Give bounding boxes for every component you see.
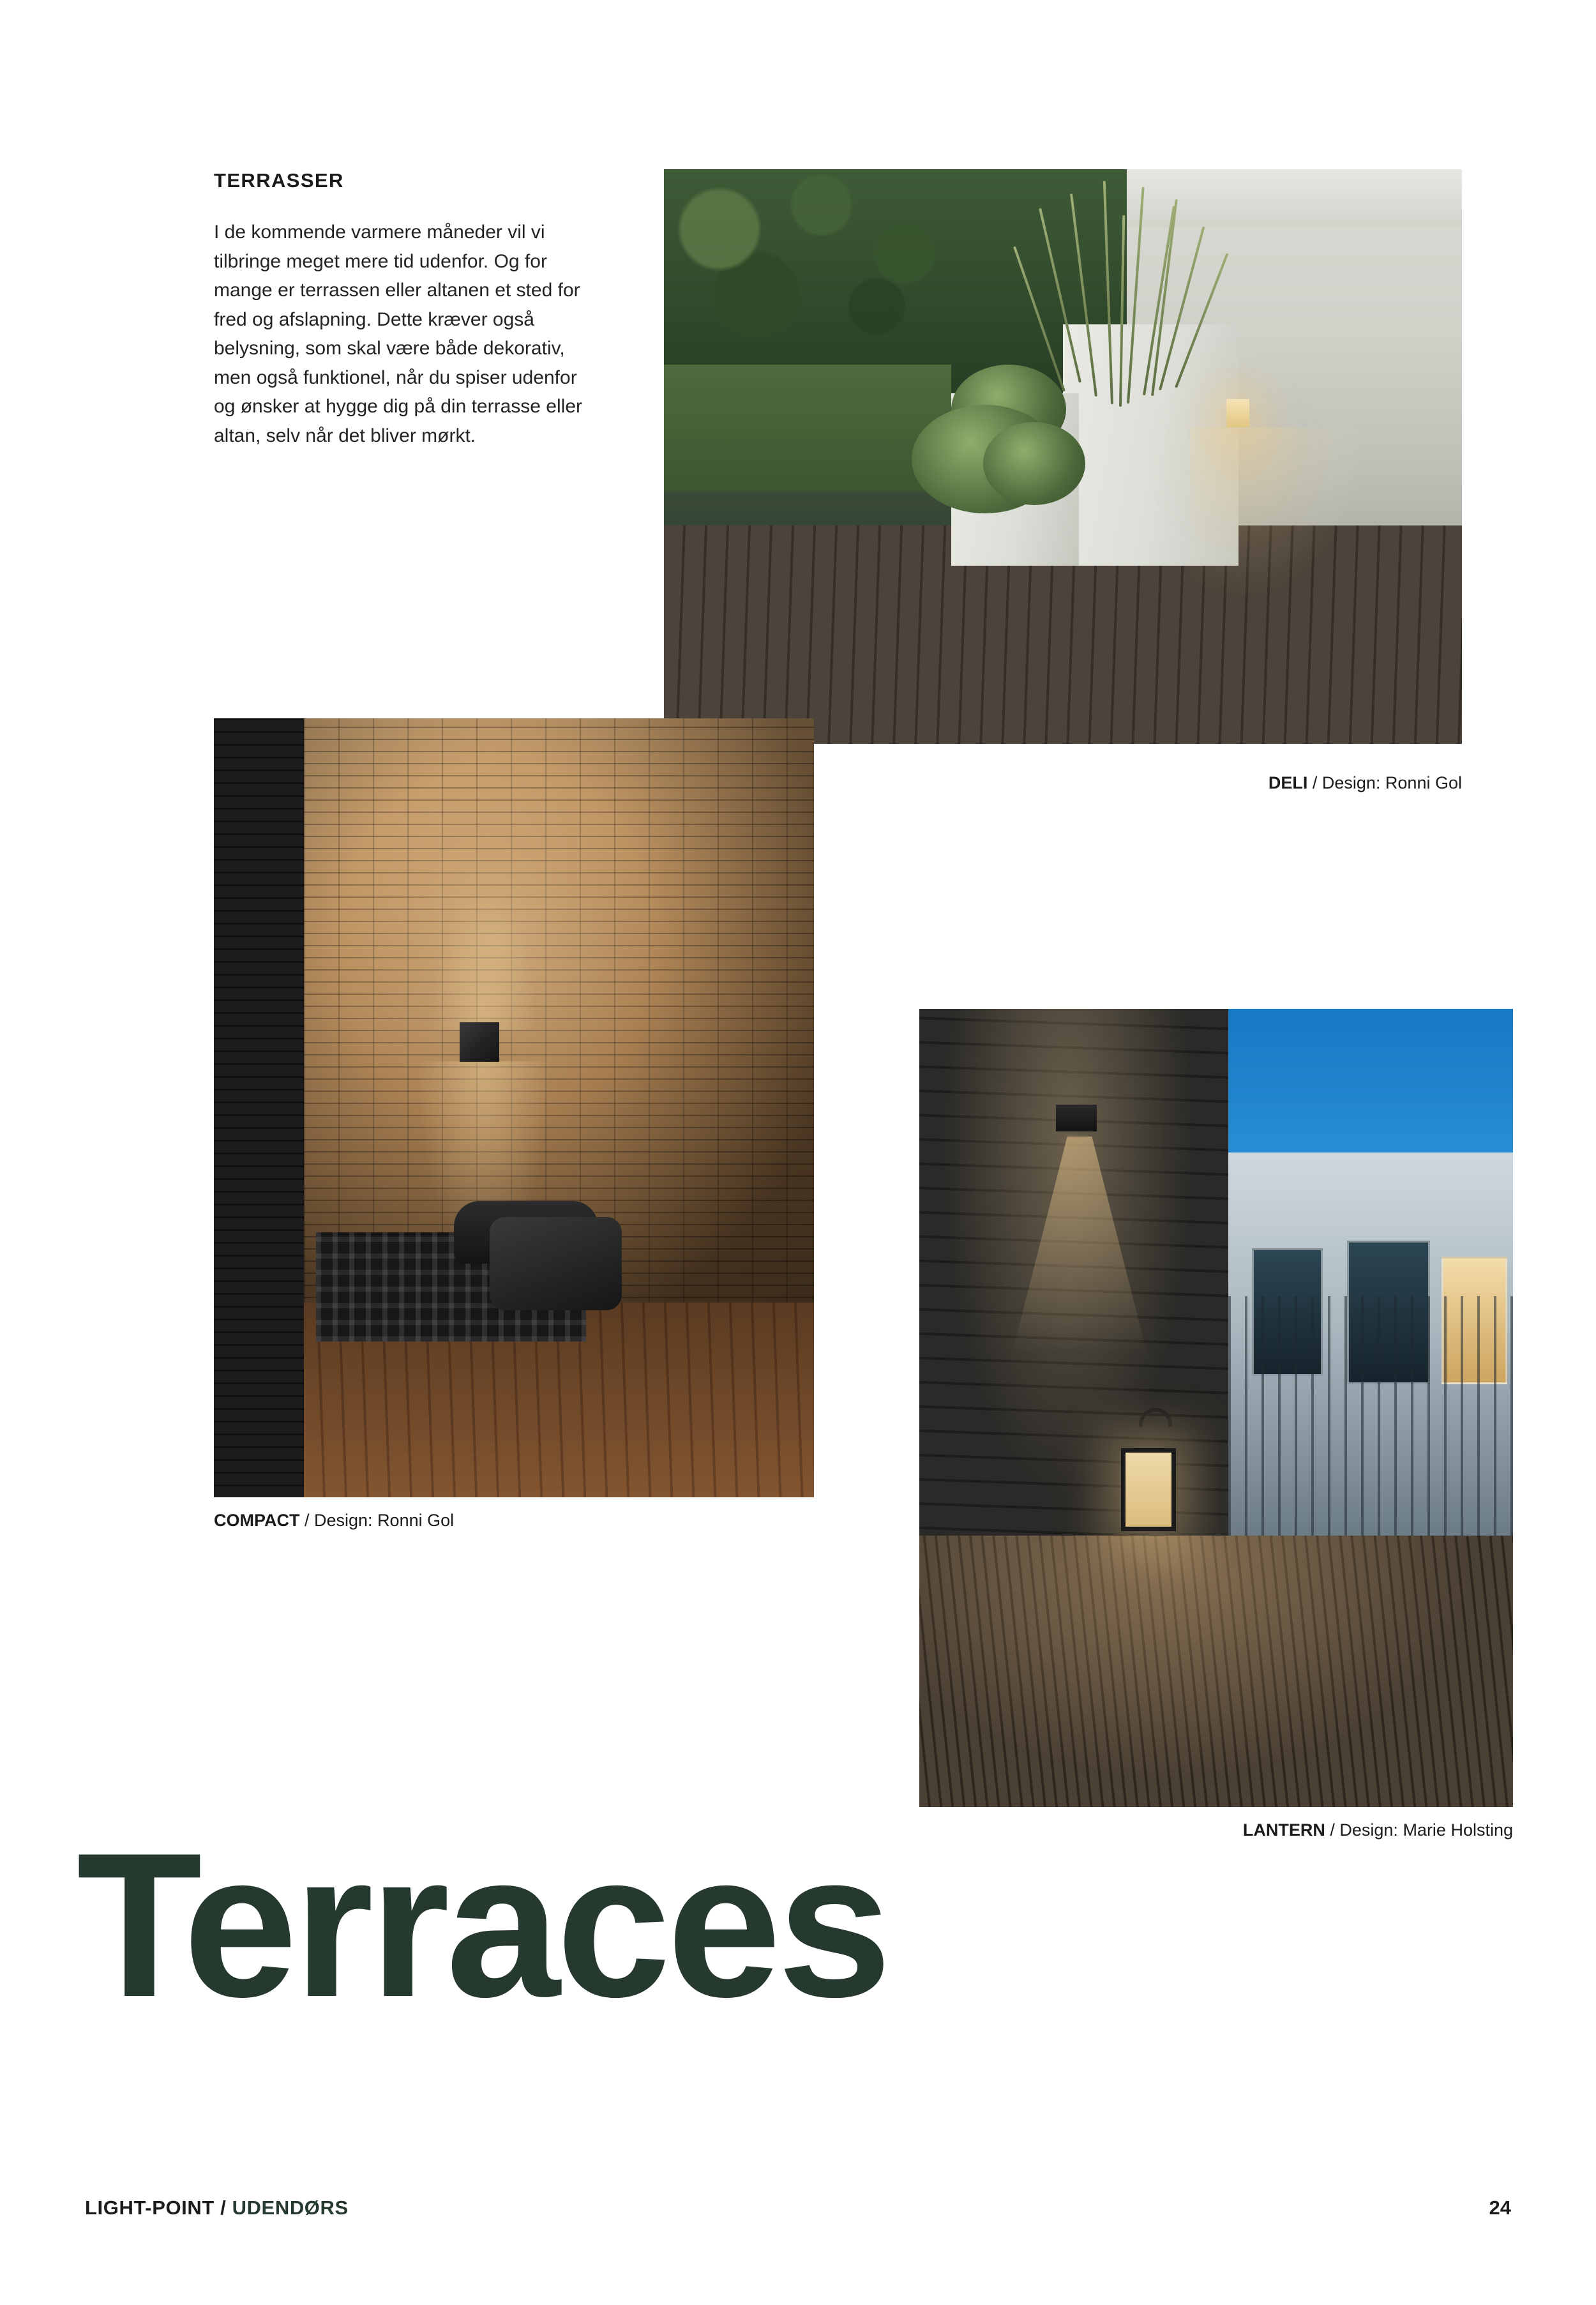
- lantern-wall-downlight: [1056, 1105, 1097, 1131]
- caption-product-deli: DELI: [1268, 773, 1308, 792]
- caption-lantern: [1243, 1820, 1513, 1840]
- intro-block: [214, 169, 597, 450]
- compact-wall-lamp: [460, 1022, 499, 1062]
- caption-designer-prefix-deli: / Design:: [1307, 773, 1385, 792]
- intro-body: I de kommende varmere måneder vil vi tilbringe meget mere tid udenfor. Og for mange er terrassen eller altanen et sted for fred og afslapning. Dette kræver også belysning, som skal være både dekorativ, men også funktionel, når du spiser udenfor og ønsker at hygge dig på din terrasse eller altan, selv når det bliver mørkt.: [214, 222, 582, 446]
- caption-designer-prefix-lantern: / Design:: [1325, 1820, 1403, 1840]
- caption-designer-compact: Ronni Gol: [377, 1511, 455, 1530]
- caption-designer-prefix-compact: / Design:: [299, 1511, 378, 1530]
- photo-compact: [214, 718, 814, 1497]
- photo-deli: [664, 169, 1462, 744]
- footer-page-number: 24: [1489, 2196, 1511, 2219]
- deli-lawn: [664, 365, 951, 491]
- deli-light-glow: [1191, 428, 1366, 600]
- caption-product-lantern: LANTERN: [1242, 1820, 1325, 1840]
- footer-brand: [85, 2196, 349, 2219]
- caption-designer-deli: Ronni Gol: [1385, 773, 1462, 792]
- footer-section: UDENDØRS: [232, 2196, 349, 2219]
- page-title: Terraces: [77, 1811, 888, 2040]
- lantern-table-glow: [919, 1536, 1513, 1807]
- caption-deli: [1269, 773, 1462, 793]
- caption-designer-lantern: Marie Holsting: [1403, 1820, 1513, 1840]
- photo-lantern: [919, 1009, 1513, 1807]
- lantern-balcony-railing: [1228, 1296, 1513, 1536]
- caption-compact: [214, 1511, 454, 1530]
- deli-shrub-3: [983, 422, 1085, 505]
- footer-separator: /: [214, 2196, 232, 2219]
- caption-product-compact: COMPACT: [214, 1511, 300, 1530]
- lantern-portable-lamp: [1121, 1448, 1176, 1531]
- deli-recessed-wall-light: [1226, 399, 1249, 427]
- compact-dark-brick-return: [214, 718, 304, 1497]
- compact-throw-blanket: [490, 1217, 622, 1310]
- footer-brand-name: LIGHT-POINT: [85, 2196, 215, 2219]
- compact-uplight-glow: [430, 889, 538, 1030]
- intro-heading: TERRASSER: [214, 169, 344, 192]
